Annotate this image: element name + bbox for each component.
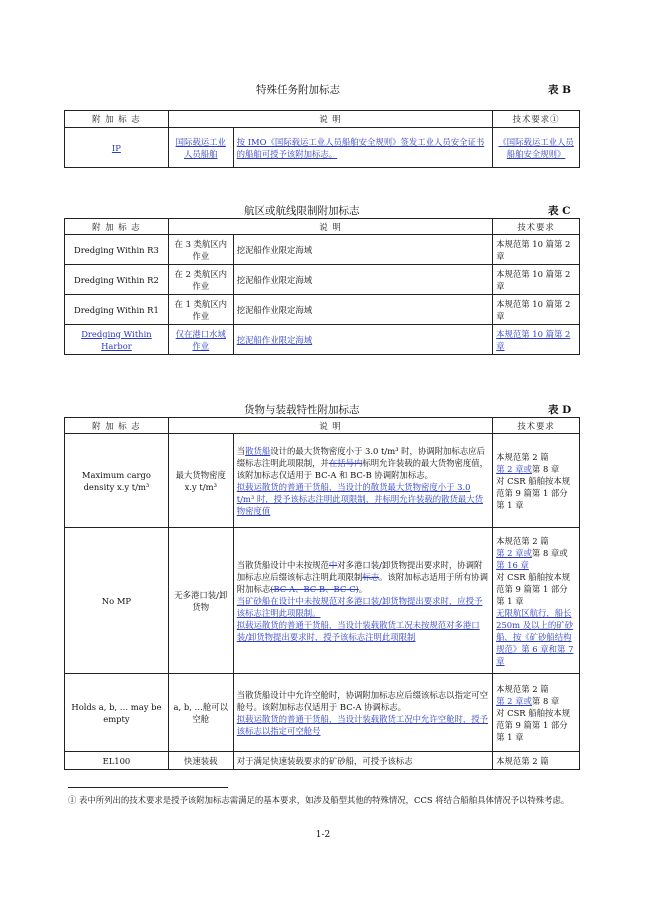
table-d xyxy=(64,417,580,770)
table-c-label: 表 C xyxy=(548,205,571,217)
req: 本规范第 10 篇第 2 章 xyxy=(493,295,580,325)
header-desc: 说 明 xyxy=(168,111,492,128)
desc: 挖泥船作业限定海域 xyxy=(233,325,492,355)
header-mark: 附 加 标 志 xyxy=(65,418,169,434)
mark-req: 《国际载运工业人员船舶安全规则》 xyxy=(493,128,580,168)
header-mark: 附 加 标 志 xyxy=(65,219,169,235)
table-b xyxy=(64,110,580,168)
req: 本规范第 2 篇 第 2 章或第 8 章 对 CSR 船舶按本规范第 9 篇第 1 部分第 1 章 xyxy=(493,434,580,528)
desc: 挖泥船作业限定海域 xyxy=(233,235,492,265)
footnote-divider xyxy=(68,787,228,788)
header-req: 技术要求 xyxy=(493,219,580,235)
desc: 挖泥船作业限定海域 xyxy=(233,265,492,295)
table-row xyxy=(65,434,580,528)
desc: 当散货船设计中未按规范中对多港口装/卸货物提出要求时，协调附加标志应后缀该标志注明此项限制标志。该附加标志适用于所有协调附加标志(BC-A、BC-B、BC-C)。 当矿砂船在设计中未按规范对多港口装/卸货物提出要求时，应授予该标志注明此项限制。 拟载运散货的普通干货船，当设计装载散货工况未按规范对多港口装/卸货物提出要求时，授予该标志注明此项限制 xyxy=(233,528,492,674)
area: 在 1 类航区内作业 xyxy=(168,295,233,325)
mark-ip: IP xyxy=(65,128,169,168)
table-row xyxy=(65,235,580,265)
table-row xyxy=(65,128,580,168)
desc: 当散货船设计中允许空舱时，协调附加标志应后缀该标志以指定可空舱号。该附加标志仅适用于 BC-A 协调标志。 拟载运散货的普通干货船，当设计装载散货工况中允许空舱时，授予该标志以指定可空舱号 xyxy=(233,674,492,752)
mark: Dredging Within R2 xyxy=(65,265,169,295)
header-mark: 附 加 标 志 xyxy=(65,111,169,128)
page-number: 1-2 xyxy=(315,830,331,840)
req: 本规范第 10 篇第 2 章 xyxy=(493,265,580,295)
mark-name: 国际载运工业人员船舶 xyxy=(168,128,233,168)
table-row xyxy=(65,528,580,674)
mark: Dredging Within Harbor xyxy=(65,325,169,355)
header-desc: 说 明 xyxy=(168,418,492,434)
req: 本规范第 10 篇第 2 章 xyxy=(493,325,580,355)
table-row xyxy=(65,674,580,752)
name: 快速装载 xyxy=(168,752,233,770)
desc: 对于满足快速装载要求的矿砂船，可授予该标志 xyxy=(233,752,492,770)
table-row xyxy=(65,325,580,355)
desc: 挖泥船作业限定海域 xyxy=(233,295,492,325)
name: a, b, …舱可以空舱 xyxy=(168,674,233,752)
mark: Dredging Within R3 xyxy=(65,235,169,265)
header-desc: 说 明 xyxy=(168,219,492,235)
table-c-caption: 航区或航线限制附加标志 xyxy=(244,205,360,217)
area: 仅在港口水域作业 xyxy=(168,325,233,355)
name: 无多港口装/卸货物 xyxy=(168,528,233,674)
header-req: 技术要求① xyxy=(493,111,580,128)
req: 本规范第 2 篇 xyxy=(493,752,580,770)
table-b-label: 表 B xyxy=(548,84,572,96)
req: 本规范第 10 篇第 2 章 xyxy=(493,235,580,265)
desc: 当散货船设计的最大货物密度小于 3.0 t/m³ 时，协调附加标志应后缀标志注明此项限制，并在括号内标明允许装载的最大货物密度值，该附加标志仅适用于 BC-A 和 BC-B 协调附加标志。 拟载运散货的普通干货船，当设计的散货最大货物密度小于 3.0 t/m³ 时，授予该标志注明此项限制，并标明允许装载的散货最大货物密度值 xyxy=(233,434,492,528)
mark: Dredging Within R1 xyxy=(65,295,169,325)
mark: No MP xyxy=(65,528,169,674)
area: 在 2 类航区内作业 xyxy=(168,265,233,295)
req: 本规范第 2 篇 第 2 章或第 8 章或 第 16 章 对 CSR 船舶按本规范第 9 篇第 1 部分第 1 章 无限航区航行，船长 250m 及以上的矿砂船，按《矿砂船结构规范》第 6 章和第 7 章 xyxy=(493,528,580,674)
mark: EL100 xyxy=(65,752,169,770)
footnote: ① 表中所列出的技术要求是授予该附加标志需满足的基本要求，如涉及船型其他的特殊情况，CCS 将结合船舶具体情况予以特殊考虑。 xyxy=(68,795,570,805)
table-d-caption: 货物与装载特性附加标志 xyxy=(244,404,360,416)
req: 本规范第 2 篇 第 2 章或第 8 章 对 CSR 船舶按本规范第 9 篇第 1 部分第 1 章 xyxy=(493,674,580,752)
header-req: 技术要求 xyxy=(493,418,580,434)
mark: Maximum cargo density x.y t/m³ xyxy=(65,434,169,528)
table-row xyxy=(65,295,580,325)
table-c xyxy=(64,218,580,355)
table-row xyxy=(65,265,580,295)
mark-desc: 按 IMO《国际载运工业人员船舶安全规则》签发工业人员安全证书的船舶可授予该附加标志。 xyxy=(233,128,492,168)
table-d-label: 表 D xyxy=(548,404,572,416)
area: 在 3 类航区内作业 xyxy=(168,235,233,265)
name: 最大货物密度 x.y t/m³ xyxy=(168,434,233,528)
table-b-caption: 特殊任务附加标志 xyxy=(256,84,340,96)
mark: Holds a, b, … may be empty xyxy=(65,674,169,752)
table-row xyxy=(65,752,580,770)
